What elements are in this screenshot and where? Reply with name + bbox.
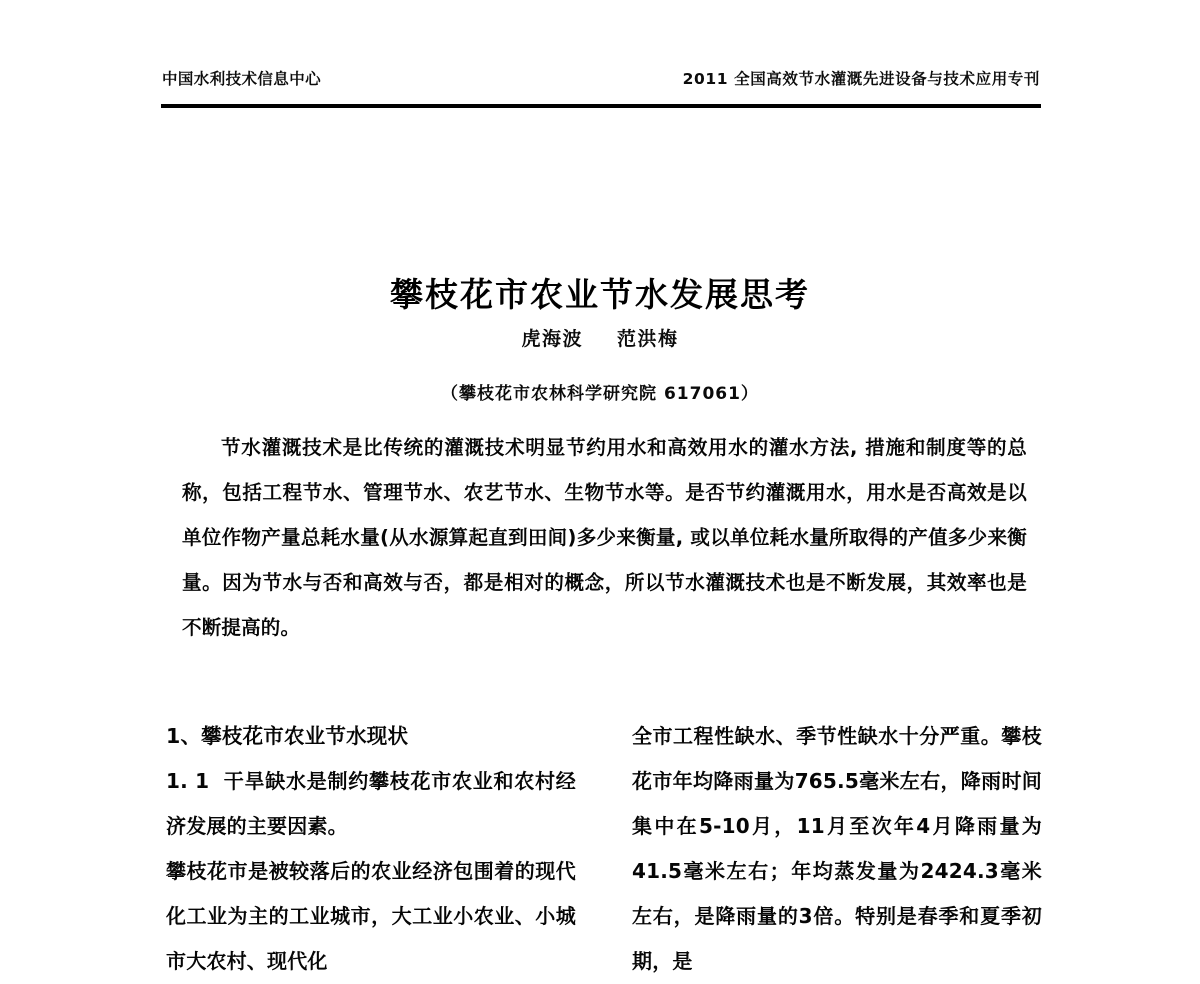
- author-affiliation: （攀枝花市农林科学研究院 617061）: [441, 384, 759, 404]
- author-list: [0, 324, 1200, 351]
- subsection-number: 1. 1: [166, 769, 210, 793]
- right-column-paragraph: 全市工程性缺水、季节性缺水十分严重。攀枝花市年均降雨量为765.5毫米左右，降雨时间集中在5-10月，11月至次年4月降雨量为41.5毫米左右；年均蒸发量为2424.3毫米左右，是降雨量的3倍。特别是春季和夏季初期，是: [632, 724, 1042, 973]
- header-divider-rule: [161, 104, 1041, 108]
- right-column: [632, 714, 1042, 973]
- article-title: 攀枝花市农业节水发展思考: [390, 275, 810, 315]
- abstract-paragraph: 节水灌溉技术是比传统的灌溉技术明显节约用水和高效用水的灌水方法, 措施和制度等的总称，包括工程节水、管理节水、农艺节水、生物节水等。是否节约灌溉用水，用水是否高效是以单位作物产量总耗水量(从水源算起直到田间)多少来衡量, 或以单位耗水量所取得的产值多少来衡量。因为节水与否和高效与否，都是相对的概念，所以节水灌溉技术也是不断发展，其效率也是不断提高的。: [182, 436, 1027, 639]
- running-header: [162, 70, 1040, 89]
- body-columns: [166, 714, 1042, 973]
- left-column-paragraph: 攀枝花市是被较落后的农业经济包围着的现代化工业为主的工业城市，大工业小农业、小城市大农村、现代化: [166, 859, 576, 973]
- section-number: 1、: [166, 724, 202, 748]
- header-left-text: 中国水利技术信息中心: [162, 70, 322, 88]
- left-column: [166, 714, 576, 973]
- author-name-1: 虎海波: [521, 328, 583, 350]
- header-right-text: 2011 全国高效节水灌溉先进设备与技术应用专刊: [682, 70, 1040, 88]
- abstract-block: [182, 425, 1027, 650]
- author-name-2: 范洪梅: [617, 328, 679, 350]
- subsection-title: 干旱缺水是制约攀枝花市农业和农村经济发展的主要因素。: [166, 769, 576, 838]
- section-heading-1: [166, 714, 576, 759]
- section-title: 攀枝花市农业节水现状: [201, 724, 409, 748]
- subsection-heading-1-1: [166, 759, 576, 849]
